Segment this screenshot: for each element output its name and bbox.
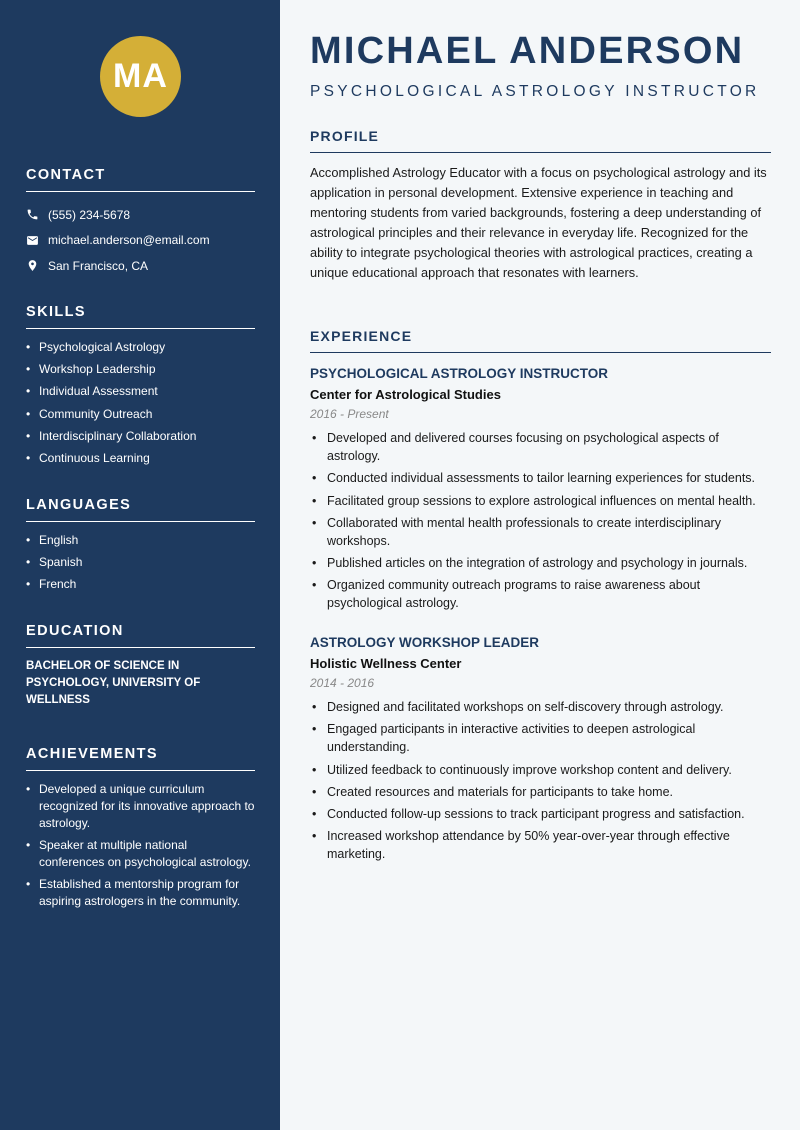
skill-item: • Individual Assessment: [26, 383, 255, 400]
job-bullet: • Increased workshop attendance by 50% year-over-year through effective marketing.: [310, 827, 771, 863]
achievements-list: [26, 781, 255, 910]
candidate-title: PSYCHOLOGICAL ASTROLOGY INSTRUCTOR: [310, 83, 760, 100]
skills-section: [26, 304, 255, 472]
language-item: • Spanish: [26, 554, 255, 571]
job-bullet: • Facilitated group sessions to explore astrological influences on mental health.: [310, 492, 771, 510]
achievements-heading: ACHIEVEMENTS: [26, 746, 255, 771]
job-bullet: • Collaborated with mental health professionals to create interdisciplinary workshops.: [310, 514, 771, 550]
job-bullet: • Conducted individual assessments to tailor learning experiences for students.: [310, 469, 771, 487]
job-bullet: • Published articles on the integration of astrology and psychology in journals.: [310, 554, 771, 572]
languages-list: [26, 532, 255, 593]
avatar: MA: [100, 36, 181, 117]
languages-heading: LANGUAGES: [26, 497, 255, 522]
job-entry: [310, 635, 771, 868]
skill-item: • Community Outreach: [26, 406, 255, 423]
job-bullet: • Created resources and materials for participants to take home.: [310, 783, 771, 801]
achievement-item: • Speaker at multiple national conferences on psychological astrology.: [26, 837, 255, 871]
job-company: Center for Astrological Studies: [310, 387, 501, 402]
achievement-item: • Developed a unique curriculum recognized for its innovative approach to astrology.: [26, 781, 255, 832]
contact-section: [26, 167, 255, 279]
skill-item: • Psychological Astrology: [26, 339, 255, 356]
contact-location: [26, 253, 255, 279]
job-dates: 2016 - Present: [310, 407, 389, 421]
contact-phone: [26, 202, 255, 228]
location-pin-icon: [26, 259, 39, 272]
job-title: ASTROLOGY WORKSHOP LEADER: [310, 635, 540, 650]
job-bullets: [310, 429, 771, 612]
candidate-name: MICHAEL ANDERSON: [310, 30, 745, 72]
experience-section: [310, 328, 771, 363]
profile-section: [310, 128, 771, 284]
phone-text: (555) 234-5678: [48, 207, 131, 222]
profile-heading: PROFILE: [310, 128, 771, 153]
job-bullet: • Engaged participants in interactive activities to deepen astrological understanding.: [310, 720, 771, 756]
sidebar: [0, 0, 280, 1130]
contact-heading: CONTACT: [26, 167, 255, 192]
language-item: • French: [26, 576, 255, 593]
job-bullets: [310, 698, 771, 863]
job-company: Holistic Wellness Center: [310, 656, 462, 671]
email-text: michael.anderson@email.com: [48, 233, 210, 248]
email-icon: [26, 234, 39, 247]
location-text: San Francisco, CA: [48, 258, 149, 273]
skill-item: • Continuous Learning: [26, 450, 255, 467]
languages-section: [26, 497, 255, 599]
job-bullet: • Conducted follow-up sessions to track participant progress and satisfaction.: [310, 805, 771, 823]
education-degree: BACHELOR OF SCIENCE IN PSYCHOLOGY, UNIVERSITY OF WELLNESS: [26, 660, 201, 706]
experience-heading: EXPERIENCE: [310, 328, 771, 353]
skill-item: • Workshop Leadership: [26, 361, 255, 378]
job-bullet: • Designed and facilitated workshops on self-discovery through astrology.: [310, 698, 771, 716]
skills-list: [26, 339, 255, 467]
language-item: • English: [26, 532, 255, 549]
achievements-section: [26, 746, 255, 916]
job-title: PSYCHOLOGICAL ASTROLOGY INSTRUCTOR: [310, 366, 609, 381]
job-bullet: • Organized community outreach programs to raise awareness about psychological astrology.: [310, 576, 771, 612]
skills-heading: SKILLS: [26, 304, 255, 329]
profile-text: Accomplished Astrology Educator with a focus on psychological astrology and its application in personal development. Extensive experience in teaching and mentoring students from varied backgrounds, fostering a deep understanding of astrological principles and their relevance in everyday life. Recognized for the ability to integrate psychological theories with astrological practices, creating a unique educational approach that resonates with learners.: [310, 165, 767, 281]
job-bullet: • Utilized feedback to continuously improve workshop content and delivery.: [310, 761, 771, 779]
job-dates: 2014 - 2016: [310, 676, 375, 690]
job-entry: [310, 366, 771, 617]
education-heading: EDUCATION: [26, 623, 255, 648]
achievement-item: • Established a mentorship program for aspiring astrologers in the community.: [26, 876, 255, 910]
education-section: [26, 623, 255, 709]
contact-email: [26, 228, 255, 254]
skill-item: • Interdisciplinary Collaboration: [26, 428, 255, 445]
job-bullet: • Developed and delivered courses focusing on psychological aspects of astrology.: [310, 429, 771, 465]
phone-icon: [26, 208, 39, 221]
